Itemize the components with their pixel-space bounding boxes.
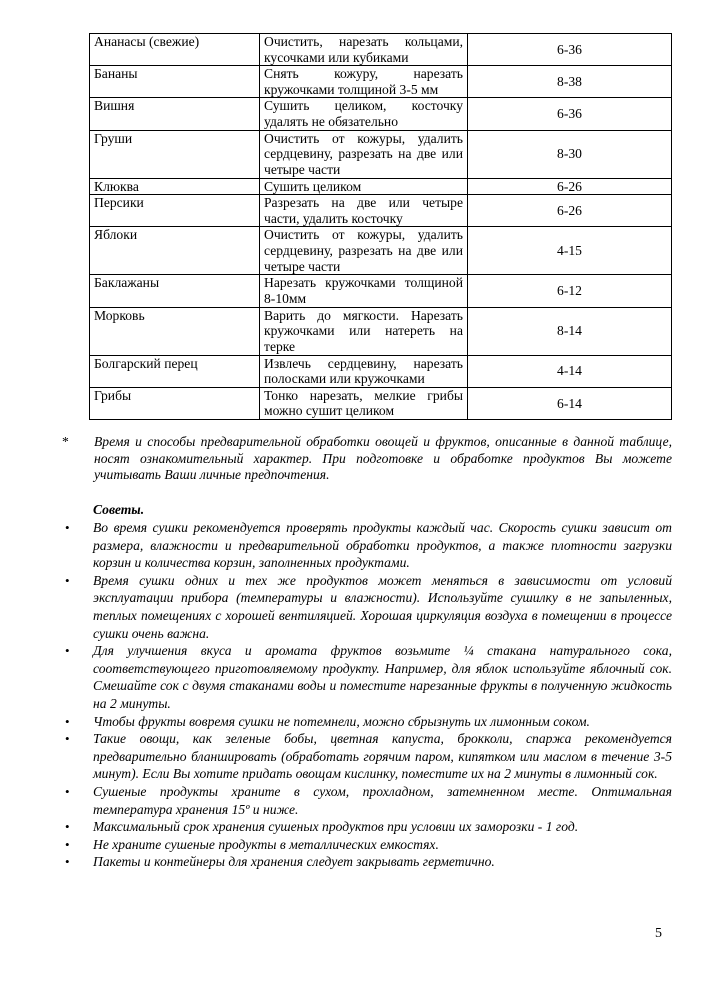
tip-text: Такие овощи, как зеленые бобы, цветная капуста, брокколи, спаржа рекомендуется предварительно бланшировать (обработать горячим паром, кипятком или маслом в течение 3-5 минут). Если Вы хотите придать овощам кислинку, поместите их на 2 минуты в лимонный сок. bbox=[93, 731, 672, 782]
method-cell: Разрезать на две или четыре части, удалить косточку bbox=[260, 195, 468, 227]
tip-text: Пакеты и контейнеры для хранения следует закрывать герметично. bbox=[93, 854, 495, 870]
bullet-icon: • bbox=[65, 643, 70, 659]
table-row bbox=[90, 130, 672, 178]
footnote-marker: * bbox=[62, 434, 69, 449]
table-row bbox=[90, 307, 672, 355]
product-cell: Морковь bbox=[90, 307, 260, 355]
bullet-icon: • bbox=[65, 783, 70, 799]
list-item bbox=[62, 713, 672, 731]
bullet-icon: • bbox=[65, 836, 70, 852]
product-cell: Яблоки bbox=[90, 227, 260, 275]
list-item bbox=[62, 730, 672, 783]
list-item bbox=[62, 783, 672, 818]
method-cell: Снять кожуру, нарезать кружочками толщиной 3-5 мм bbox=[260, 66, 468, 98]
product-cell: Груши bbox=[90, 130, 260, 178]
product-cell: Баклажаны bbox=[90, 275, 260, 307]
bullet-icon: • bbox=[65, 572, 70, 588]
drying-table bbox=[89, 33, 672, 420]
bullet-icon: • bbox=[65, 854, 70, 870]
method-cell: Очистить, нарезать кольцами, кусочками или кубиками bbox=[260, 34, 468, 66]
page-number: 5 bbox=[655, 926, 662, 941]
tip-text: Время сушки одних и тех же продуктов может меняться в зависимости от условий эксплуатации прибора (температуры и влажности). Используйте сушилку в не запыленных, теплых помещениях с хорошей вентиляцией. Хорошая циркуляция воздуха в помещении в процессе сушки очень важна. bbox=[93, 572, 672, 641]
tip-text: Для улучшения вкуса и аромата фруктов возьмите ¼ стакана натурального сока, соответствующего приготовляемому продукту. Например, для яблок используйте яблочный сок. Смешайте сок с двумя стаканами воды и поместите нарезанные фрукты в полученную жидкость на 2 минуты. bbox=[93, 643, 672, 711]
product-cell: Персики bbox=[90, 195, 260, 227]
bullet-icon: • bbox=[65, 819, 70, 835]
time-cell: 6-26 bbox=[468, 195, 672, 227]
product-cell: Вишня bbox=[90, 98, 260, 130]
method-cell: Сушить целиком bbox=[260, 178, 468, 195]
product-cell: Грибы bbox=[90, 387, 260, 419]
table-row bbox=[90, 195, 672, 227]
table-row bbox=[90, 275, 672, 307]
product-cell: Ананасы (свежие) bbox=[90, 34, 260, 66]
time-cell: 8-38 bbox=[468, 66, 672, 98]
time-cell: 8-14 bbox=[468, 307, 672, 355]
tip-text: Чтобы фрукты вовремя сушки не потемнели, можно сбрызнуть их лимонным соком. bbox=[93, 713, 590, 729]
product-cell: Клюква bbox=[90, 178, 260, 195]
tip-text: Максимальный срок хранения сушеных продуктов при условии их заморозки - 1 год. bbox=[93, 819, 579, 835]
table-row bbox=[90, 34, 672, 66]
tips-list bbox=[62, 519, 672, 871]
method-cell: Сушить целиком, косточку удалять не обязательно bbox=[260, 98, 468, 130]
table-row bbox=[90, 98, 672, 130]
bullet-icon: • bbox=[65, 731, 70, 747]
table-row bbox=[90, 227, 672, 275]
method-cell: Нарезать кружочками толщиной 8-10мм bbox=[260, 275, 468, 307]
drying-table-body bbox=[90, 34, 672, 420]
table-row bbox=[90, 355, 672, 387]
time-cell: 6-12 bbox=[468, 275, 672, 307]
method-cell: Тонко нарезать, мелкие грибы можно сушит целиком bbox=[260, 387, 468, 419]
table-row bbox=[90, 66, 672, 98]
time-cell: 6-26 bbox=[468, 178, 672, 195]
list-item bbox=[62, 836, 672, 854]
bullet-icon: • bbox=[65, 713, 70, 729]
product-cell: Бананы bbox=[90, 66, 260, 98]
table-row bbox=[90, 178, 672, 195]
tip-text: Во время сушки рекомендуется проверять продукты каждый час. Скорость сушки зависит от размера, влажности и предварительной обработки продуктов, а также плотности загрузки корзин и количества корзин, заполненных продуктами. bbox=[93, 520, 672, 571]
time-cell: 4-15 bbox=[468, 227, 672, 275]
table-footnote bbox=[62, 434, 672, 484]
table-row bbox=[90, 387, 672, 419]
method-cell: Варить до мягкости. Нарезать кружочками или натереть на терке bbox=[260, 307, 468, 355]
list-item bbox=[62, 519, 672, 572]
method-cell: Извлечь сердцевину, нарезать полосками или кружочками bbox=[260, 355, 468, 387]
time-cell: 6-36 bbox=[468, 34, 672, 66]
bullet-icon: • bbox=[65, 520, 70, 535]
tip-text: Сушеные продукты храните в сухом, прохладном, затемненном месте. Оптимальная температура хранения 15º и ниже. bbox=[93, 783, 672, 817]
list-item bbox=[62, 818, 672, 836]
time-cell: 6-36 bbox=[468, 98, 672, 130]
list-item bbox=[62, 572, 672, 642]
list-item bbox=[62, 853, 672, 871]
tips-title: Советы. bbox=[93, 502, 145, 517]
time-cell: 4-14 bbox=[468, 355, 672, 387]
list-item bbox=[62, 642, 672, 712]
method-cell: Очистить от кожуры, удалить сердцевину, разрезать на две или четыре части bbox=[260, 227, 468, 275]
footnote-text: Время и способы предварительной обработки овощей и фруктов, описанные в данной таблице, носят ознакомительный характер. При подготовке и обработке продуктов Вы можете учитывать Ваши личные предпочтения. bbox=[94, 434, 672, 483]
product-cell: Болгарский перец bbox=[90, 355, 260, 387]
time-cell: 8-30 bbox=[468, 130, 672, 178]
method-cell: Очистить от кожуры, удалить сердцевину, разрезать на две или четыре части bbox=[260, 130, 468, 178]
tip-text: Не храните сушеные продукты в металлических емкостях. bbox=[93, 836, 439, 852]
time-cell: 6-14 bbox=[468, 387, 672, 419]
